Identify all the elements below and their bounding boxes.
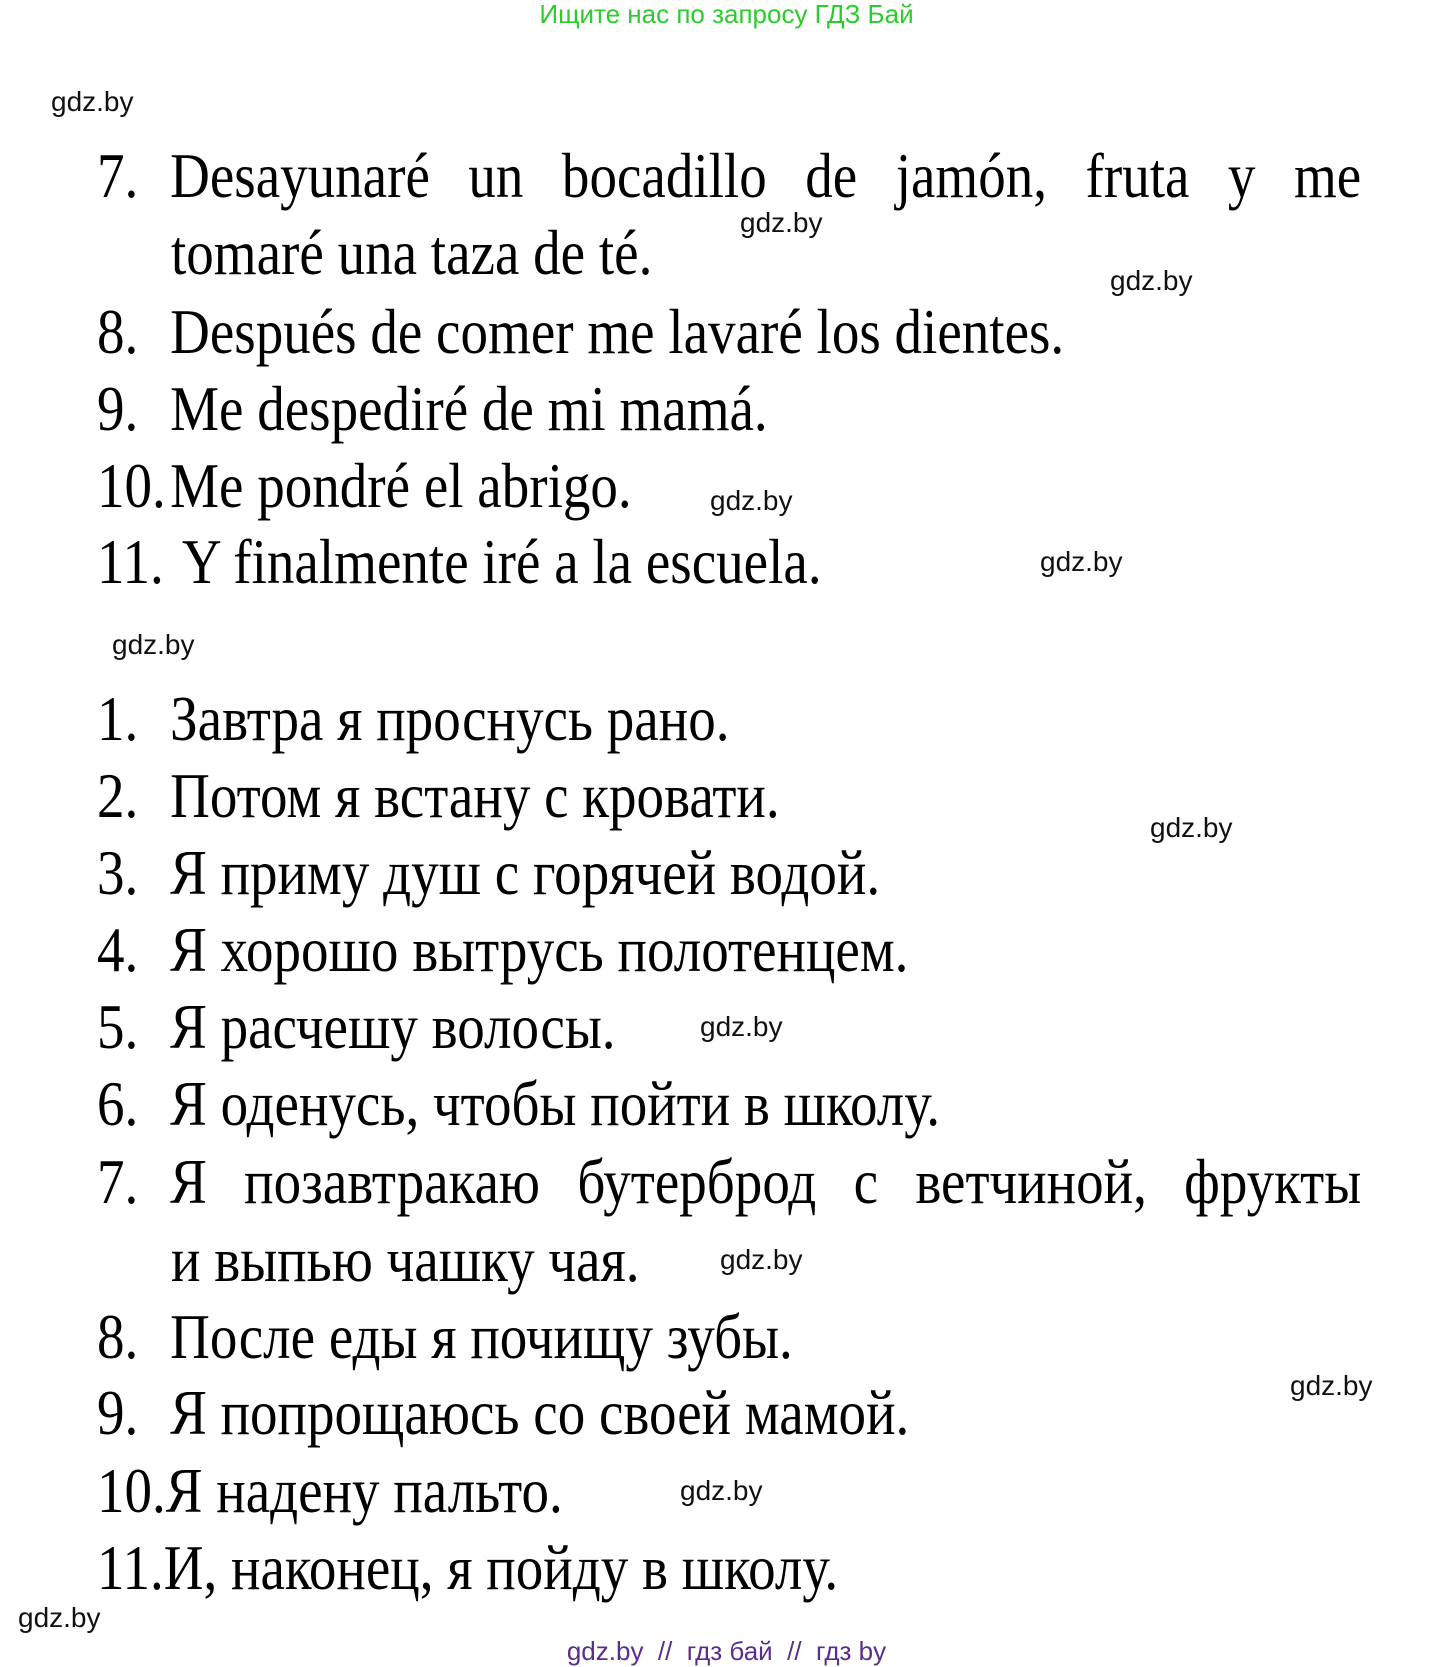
list-item [97, 526, 822, 597]
item-number: 8. [97, 296, 139, 367]
list-item [97, 1301, 793, 1372]
item-text: Я надену пальто. [165, 1455, 563, 1526]
watermark: gdz.by [112, 629, 195, 660]
search-hint-header: Ищите нас по запросу ГДЗ Бай [539, 0, 914, 29]
item-number: 11. [97, 526, 164, 597]
item-text: И, наконец, я пойду в школу. [163, 1532, 839, 1603]
watermark: gdz.by [1290, 1370, 1373, 1401]
item-number: 1. [97, 683, 139, 754]
watermark: gdz.by [51, 86, 134, 117]
item-number: 9. [97, 373, 139, 444]
list-item [97, 837, 881, 908]
item-text: Me despediré de mi mamá. [170, 373, 768, 444]
item-number: 5. [97, 991, 139, 1062]
item-number: 10. [97, 1455, 166, 1526]
item-number: 6. [97, 1068, 139, 1139]
item-text: Завтра я проснусь рано. [170, 683, 730, 754]
watermark: gdz.by [740, 207, 823, 238]
item-number: 7. [97, 1146, 139, 1217]
list-item [97, 683, 730, 754]
footer-links [0, 1636, 1453, 1666]
item-number: 2. [97, 760, 139, 831]
item-text: Я хорошо вытрусь полотенцем. [170, 914, 909, 985]
list-item [97, 914, 909, 985]
item-number: 4. [97, 914, 139, 985]
item-number: 3. [97, 837, 139, 908]
item-continuation: tomaré una taza de té. [171, 217, 653, 288]
item-text: Y finalmente iré a la escuela. [170, 526, 822, 597]
watermark: gdz.by [680, 1475, 763, 1506]
list-item [97, 1146, 1362, 1217]
list-item [97, 1068, 941, 1139]
item-number: 9. [97, 1377, 139, 1448]
watermark: gdz.by [720, 1244, 803, 1275]
footer-text: gdz.by // гдз бай // гдз by [566, 1636, 887, 1666]
item-text: Я приму душ с горячей водой. [170, 837, 881, 908]
list-item [97, 140, 1362, 211]
item-text: Потом я встану с кровати. [170, 760, 780, 831]
item-number: 7. [97, 140, 139, 211]
watermark: gdz.by [700, 1011, 783, 1042]
list-item [97, 373, 768, 444]
item-number: 10. [97, 450, 166, 521]
list-item [97, 1532, 839, 1603]
item-text: Desayunaré un bocadillo de jamón, fruta y me [170, 140, 1362, 211]
list-item [97, 760, 780, 831]
item-text: Después de comer me lavaré los dientes. [170, 296, 1065, 367]
item-continuation: и выпью чашку чая. [171, 1224, 640, 1295]
item-text: Я оденусь, чтобы пойти в школу. [170, 1068, 941, 1139]
list-item [97, 296, 1065, 367]
item-text: Я позавтракаю бутерброд с ветчиной, фрукты [170, 1146, 1362, 1217]
list-item [97, 450, 632, 521]
watermark: gdz.by [1040, 546, 1123, 577]
item-text: Me pondré el abrigo. [170, 450, 632, 521]
item-text: Я попрощаюсь со своей мамой. [170, 1377, 910, 1448]
watermark: gdz.by [710, 485, 793, 516]
item-number: 11. [97, 1532, 164, 1603]
item-text: После еды я почищу зубы. [170, 1301, 793, 1372]
item-number: 8. [97, 1301, 139, 1372]
list-item [97, 991, 616, 1062]
watermark: gdz.by [1150, 812, 1233, 843]
list-item [97, 1377, 910, 1448]
watermark: gdz.by [18, 1602, 101, 1633]
item-text: Я расчешу волосы. [170, 991, 616, 1062]
watermark: gdz.by [1110, 265, 1193, 296]
list-item [97, 1455, 563, 1526]
